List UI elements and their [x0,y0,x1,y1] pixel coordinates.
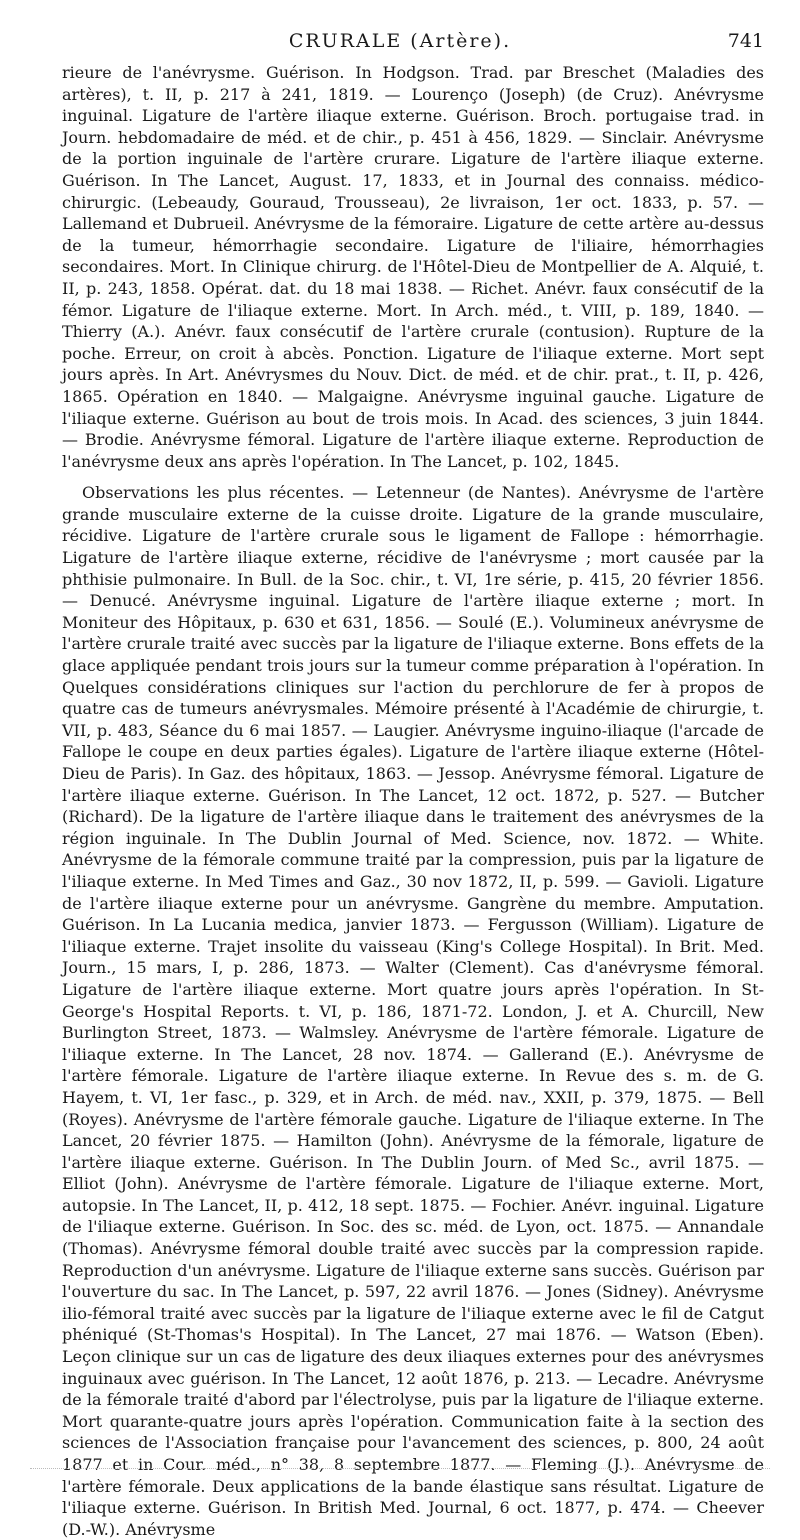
running-head [0,30,800,54]
page-body [62,62,764,1540]
bibliography-paragraph-2: Observations les plus récentes. — Letenneur (de Nantes). Anévrysme de l'artère grande musculaire externe de la cuisse droite. Ligature de la grande musculaire, récidive. Ligature de l'artère crurale sous le ligament de Fallope : hémorrhagie. Ligature de l'artère iliaque externe, récidive de l'anévrysme ; mort causée par la phthisie pulmonaire. In Bull. de la Soc. chir., t. VI, 1re série, p. 415, 20 février 1856. — Denucé. Anévrysme inguinal. Ligature de l'artère iliaque externe ; mort. In Moniteur des Hôpitaux, p. 630 et 631, 1856. — Soulé (E.). Volumineux anévrysme de l'artère crurale traité avec succès par la ligature de l'iliaque externe. Bons effets de la glace appliquée pendant trois jours sur la tumeur comme préparation à l'opération. In Quelques considérations cliniques sur l'action du perchlorure de fer à propos de quatre cas de tumeurs anévrysmales. Mémoire présenté à l'Académie de chirurgie, t. VII, p. 483, Séance du 6 mai 1857. — Laugier. Anévrysme inguino-iliaque (l'arcade de Fallope le coupe en deux parties égales). Ligature de l'artère iliaque externe (Hôtel-Dieu de Paris). In Gaz. des hôpitaux, 1863. — Jessop. Anévrysme fémoral. Ligature de l'artère iliaque externe. Guérison. In The Lancet, 12 oct. 1872, p. 527. — Butcher (Richard). De la ligature de l'artère iliaque dans le traitement des anévrysmes de la région inguinale. In The Dublin Journal of Med. Science, nov. 1872. — White. Anévrysme de la fémorale commune traité par la compression, puis par la ligature de l'iliaque externe. In Med Times and Gaz., 30 nov 1872, II, p. 599. — Gavioli. Ligature de l'artère iliaque externe pour un anévrysme. Gangrène du membre. Amputation. Guérison. In La Lucania medica, janvier 1873. — Fergusson (William). Ligature de l'iliaque externe. Trajet insolite du vaisseau (King's College Hospital). In Brit. Med. Journ., 15 mars, I, p. 286, 1873. — Walter (Clement). Cas d'anévrysme fémoral. Ligature de l'artère iliaque externe. Mort quatre jours après l'opération. In St-George's Hospital Reports. t. VI, p. 186, 1871-72. London, J. et A. Churcill, New Burlington Street, 1873. — Walmsley. Anévrysme de l'artère fémorale. Ligature de l'iliaque externe. In The Lancet, 28 nov. 1874. — Gallerand (E.). Anévrysme de l'artère fémorale. Ligature de l'artère iliaque externe. In Revue des s. m. de G. Hayem, t. VI, 1er fasc., p. 329, et in Arch. de méd. nav., XXII, p. 379, 1875. — Bell (Royes). Anévrysme de l'artère fémorale gauche. Ligature de l'iliaque externe. In The Lancet, 20 février 1875. — Hamilton (John). Anévrysme de la fémorale, ligature de l'artère iliaque externe. Guérison. In The Dublin Journ. of Med Sc., avril 1875. — Elliot (John). Anévrysme de l'artère fémorale. Ligature de l'iliaque externe. Mort, autopsie. In The Lancet, II, p. 412, 18 sept. 1875. — Fochier. Anévr. inguinal. Ligature de l'iliaque externe. Guérison. In Soc. des sc. méd. de Lyon, oct. 1875. — Annandale (Thomas). Anévrysme fémoral double traité avec succès par la compression rapide. Reproduction d'un anévrysme. Ligature de l'iliaque externe sans succès. Guérison par l'ouverture du sac. In The Lancet, p. 597, 22 avril 1876. — Jones (Sidney). Anévrysme ilio-fémoral traité avec succès par la ligature de l'iliaque externe avec le fil de Catgut phéniqué (St-Thomas's Hospital). In The Lancet, 27 mai 1876. — Watson (Eben). Leçon clinique sur un cas de ligature des deux iliaques externes pour des anévrysmes inguinaux avec guérison. In The Lancet, 12 août 1876, p. 213. — Lecadre. Anévrysme de la fémorale traité d'abord par l'électrolyse, puis par la ligature de l'iliaque externe. Mort quarante-quatre jours après l'opération. Communication faite à la section des sciences de l'Association française pour l'avancement des sciences, p. 800, 24 août 1877 et in Cour. méd., n° 38, 8 septembre 1877. — Fleming (J.). Anévrysme de l'artère fémorale. Deux applications de la bande élastique sans résultat. Ligature de l'iliaque externe. Guérison. In British Med. Journal, 6 oct. 1877, p. 474. — Cheever (D.-W.). Anévrysme [62,483,764,1539]
footer-rule [30,1468,770,1469]
running-title: CRURALE (Artère). [288,30,512,52]
page-number: 741 [727,30,764,52]
bibliography-paragraph-1: rieure de l'anévrysme. Guérison. In Hodgson. Trad. par Breschet (Maladies des artères), t. II, p. 217 à 241, 1819. — Lourenço (Joseph) (de Cruz). Anévrysme inguinal. Ligature de l'artère iliaque externe. Guérison. Broch. portugaise trad. in Journ. hebdomadaire de méd. et de chir., p. 451 à 456, 1829. — Sinclair. Anévrysme de la portion inguinale de l'artère crurare. Ligature de l'artère iliaque externe. Guérison. In The Lancet, August. 17, 1833, et in Journal des connaiss. médico-chirurgic. (Lebeaudy, Gouraud, Trousseau), 2e livraison, 1er oct. 1833, p. 57. — Lallemand et Dubrueil. Anévrysme de la fémoraire. Ligature de cette artère au-dessus de la tumeur, hémorrhagie secondaire. Ligature de l'iliaire, hémorrhagies secondaires. Mort. In Clinique chirurg. de l'Hôtel-Dieu de Montpellier de A. Alquié, t. II, p. 243, 1858. Opérat. dat. du 18 mai 1838. — Richet. Anévr. faux consécutif de la fémor. Ligature de l'iliaque externe. Mort. In Arch. méd., t. VIII, p. 189, 1840. — Thierry (A.). Anévr. faux consécutif de l'artère crurale (contusion). Rupture de la poche. Erreur, on croit à abcès. Ponction. Ligature de l'iliaque externe. Mort sept jours après. In Art. Anévrysmes du Nouv. Dict. de méd. et de chir. prat., t. II, p. 426, 1865. Opération en 1840. — Malgaigne. Anévrysme inguinal gauche. Ligature de l'iliaque externe. Guérison au bout de trois mois. In Acad. des sciences, 3 juin 1844. — Brodie. Anévrysme fémoral. Ligature de l'artère iliaque externe. Reproduction de l'anévrysme deux ans après l'opération. In The Lancet, p. 102, 1845. [62,63,765,471]
